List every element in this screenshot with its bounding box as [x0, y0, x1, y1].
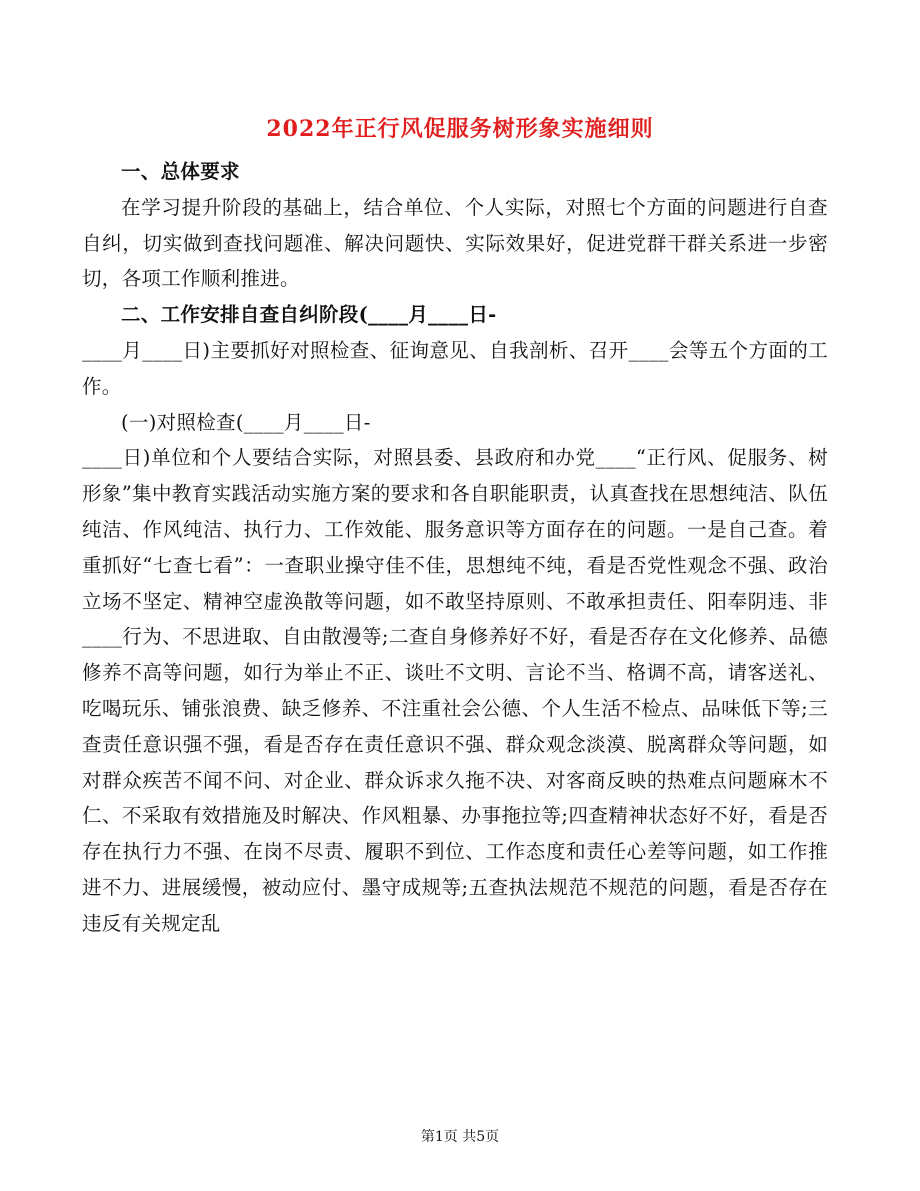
document-body	[82, 154, 828, 942]
subheading-comparison-check: (一)对照检查(____月____日-	[121, 410, 371, 434]
paragraph-comparison-check: ____日)单位和个人要结合实际，对照县委、县政府和办党____“正行风、促服务、树形象”集中教育实践活动实施方案的要求和各自职能职责，认真查找在思想纯洁、队伍纯洁、作风纯洁、执行力、工作效能、服务意识等方面存在的问题。一是自己查。着重抓好“七查七看”：一查职业操守佳不佳，思想纯不纯，看是否党性观念不强、政治立场不坚定、精神空虚涣散等问题，如不敢坚持原则、不敢承担责任、阳奉阴违、非____行为、不思进取、自由散漫等;二查自身修养好不好，看是否存在文化修养、品德修养不高等问题，如行为举止不正、谈吐不文明、言论不当、格调不高，请客送礼、吃喝玩乐、铺张浪费、缺乏修养、不注重社会公德、个人生活不检点、品味低下等;三查责任意识强不强，看是否存在责任意识不强、群众观念淡漠、脱离群众等问题，如对群众疾苦不闻不问、对企业、群众诉求久拖不决、对客商反映的热难点问题麻木不仁、不采取有效措施及时解决、作风粗暴、办事拖拉等;四查精神状态好不好，看是否存在执行力不强、在岗不尽责、履职不到位、工作态度和责任心差等问题，如工作推进不力、进展缓慢，被动应付、墨守成规等;五查执法规范不规范的问题，看是否存在违反有关规定乱	[82, 446, 828, 935]
document-title: 2022年正行风促服务树形象实施细则	[266, 116, 654, 142]
section-heading-work-arrangement: 二、工作安排自查自纠阶段(____月____日-	[121, 303, 497, 327]
paragraph-work-arrangement: ____月____日)主要抓好对照检查、征询意见、自我剖析、召开____会等五个方面的工作。	[82, 338, 828, 398]
paragraph-overall-requirements: 在学习提升阶段的基础上，结合单位、个人实际，对照七个方面的问题进行自查自纠，切实做到查找问题准、解决问题快、实际效果好，促进党群干群关系进一步密切，各项工作顺利推进。	[82, 195, 828, 291]
page-number: 第1页 共5页	[420, 1129, 500, 1145]
section-heading-overall-requirements: 一、总体要求	[121, 160, 240, 183]
